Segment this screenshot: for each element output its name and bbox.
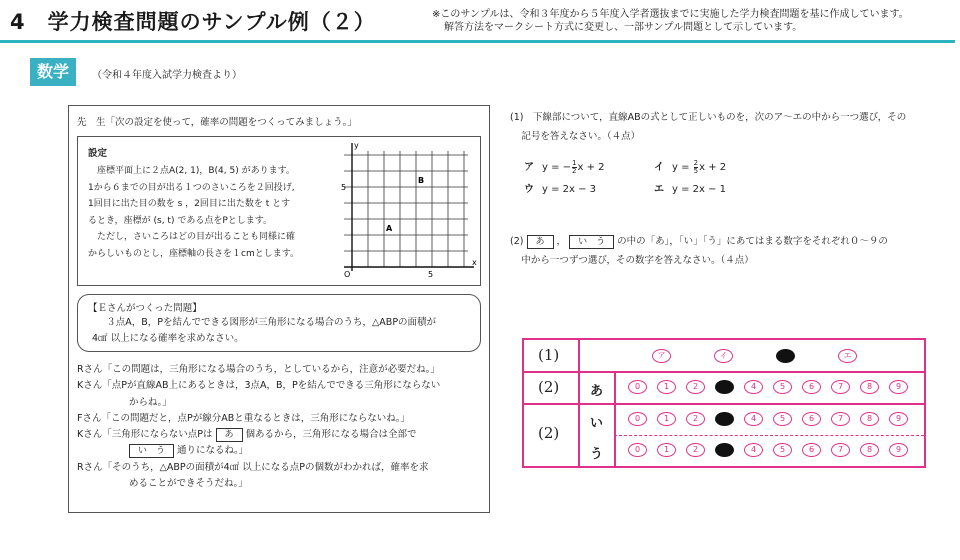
q1-bubble-0[interactable]: ア — [652, 349, 671, 363]
digit-bubble[interactable]: 5 — [773, 412, 792, 426]
digit-bubble[interactable]: 9 — [889, 380, 908, 394]
setting-text — [88, 163, 336, 262]
setting-title: 設定 — [88, 148, 108, 159]
q1-bubble-2[interactable]: ウ — [776, 349, 795, 363]
subject-source: （令和４年度入試学力検査より） — [92, 70, 242, 81]
setting-line: からしいものとし，座標軸の長さを１cmとします。 — [88, 248, 299, 259]
option-key: エ — [654, 184, 664, 195]
problem-body — [92, 315, 472, 347]
dialog — [77, 362, 487, 492]
digit-bubble[interactable]: 2 — [686, 380, 705, 394]
q1-bubble-3[interactable]: エ — [838, 349, 857, 363]
sheet-divider — [524, 403, 924, 405]
sheet-divider — [524, 371, 924, 373]
row-label-i: い — [590, 416, 604, 431]
subject-badge: 数学 — [30, 58, 76, 86]
digit-bubble[interactable]: 3 — [715, 443, 734, 457]
digit-bubble[interactable]: 8 — [860, 412, 879, 426]
problem-panel — [68, 105, 490, 513]
dialog-line: Kさん「点Pが直線AB上にあるときは，3点A，B，Pを結んでできる三角形にならない — [77, 380, 441, 392]
sheet-divider — [614, 435, 924, 436]
question-1 — [510, 108, 950, 146]
x-axis-label: x — [472, 258, 477, 267]
sheet-q2a-label: (2) — [538, 378, 560, 396]
dialog-line: Fさん「この問題だと，点Pが線分ABと重なるときは，三角形にならないね。」 — [77, 412, 410, 424]
digit-bubble[interactable]: 9 — [889, 412, 908, 426]
grid-lines — [344, 151, 468, 267]
option-i: イ y = $\frac{2}{5}$ x + 2 — [654, 158, 727, 175]
header-note-line2: 解答方法をマークシート方式に変更し、一部サンプル問題として示しています。 — [444, 22, 803, 33]
q1-bubble-1[interactable]: イ — [714, 349, 733, 363]
digit-bubble[interactable]: 4 — [744, 443, 763, 457]
setting-line: 1から６までの目が出る１つのさいころを２回投げ, — [88, 182, 295, 193]
setting-line: ただし，さいころはどの目が出ることも同様に確 — [97, 232, 296, 242]
setting-line: るとき，座標が (s, t) である点をPとします。 — [88, 215, 273, 226]
e-problem-box — [77, 294, 481, 352]
header-note — [432, 8, 909, 34]
digit-bubble[interactable]: 7 — [831, 380, 850, 394]
header-divider — [0, 40, 955, 43]
digit-bubble[interactable]: 2 — [686, 443, 705, 457]
digit-bubble[interactable]: 2 — [686, 412, 705, 426]
q2-line: (2) あ ， い う の中の「あ」，「い」「う」にあてはまる数字をそれぞれ０～９の — [510, 236, 888, 247]
digit-bubble[interactable]: 0 — [628, 412, 647, 426]
sheet-q1-label: (1) — [538, 346, 560, 364]
point-b-label: B — [418, 176, 425, 185]
digit-bubble[interactable]: 3 — [715, 412, 734, 426]
origin-label: O — [344, 270, 351, 279]
dialog-line-with-box — [77, 443, 487, 459]
dialog-line-with-box — [77, 427, 487, 443]
digit-bubble[interactable]: 8 — [860, 443, 879, 457]
row-label-a: あ — [590, 384, 604, 399]
coordinate-grid — [340, 139, 480, 285]
digit-bubble[interactable]: 3 — [715, 380, 734, 394]
fraction: $\frac{2}{5}$ — [693, 158, 699, 175]
dialog-text: Kさん「三角形にならない点Pは — [77, 429, 213, 441]
point-a-label: A — [386, 224, 393, 233]
q1-line: 記号を答えなさい。（４点） — [521, 131, 641, 142]
digit-bubble[interactable]: 1 — [657, 412, 676, 426]
digit-bubble[interactable]: 6 — [802, 412, 821, 426]
option-u: ウ y = 2x − 3 — [524, 184, 597, 195]
dialog-line: からね。」 — [129, 396, 172, 408]
fraction: $\frac{1}{2}$ — [572, 158, 577, 175]
digit-bubble[interactable]: 7 — [831, 412, 850, 426]
question-2 — [510, 232, 950, 270]
answer-sheet — [522, 338, 926, 468]
dialog-line: Rさん「この問題は，三角形になる場合のうち，としているから，注意が必要だね。」 — [77, 364, 440, 375]
page-title: 4 学力検査問題のサンプル例（２） — [10, 10, 376, 34]
digit-bubble[interactable]: 4 — [744, 380, 763, 394]
y-tick-5: 5 — [341, 183, 347, 192]
digit-bubble[interactable]: 5 — [773, 380, 792, 394]
digit-bubble[interactable]: 4 — [744, 412, 763, 426]
digit-bubble[interactable]: 0 — [628, 380, 647, 394]
dialog-line: めることができそうだね。」 — [129, 478, 248, 490]
problem-line: 4㎠ 以上になる確率を求めなさい。 — [92, 333, 244, 344]
setting-box — [77, 136, 481, 286]
option-e: エ y = 2x − 1 — [654, 184, 727, 195]
sheet-divider — [614, 372, 616, 466]
answer-box-iu: い う — [129, 444, 174, 458]
q2-box-a: あ — [527, 235, 554, 249]
header-note-line1: ※このサンプルは、令和３年度から５年度入学者選抜までに実施した学力検査問題を基に作成しています。 — [432, 9, 909, 20]
y-axis-label: y — [354, 141, 359, 150]
q2-line: 中から一つずつ選び，その数字を答えなさい。（４点） — [521, 255, 754, 266]
digit-bubble[interactable]: 6 — [802, 443, 821, 457]
option-key: ウ — [524, 184, 534, 195]
teacher-line: 先 生「次の設定を使って，確率の問題をつくってみましょう。」 — [77, 117, 357, 128]
digit-bubble[interactable]: 1 — [657, 380, 676, 394]
digit-bubble[interactable]: 5 — [773, 443, 792, 457]
problem-line: ３点A，B，Pを結んでできる図形が三角形になる場合のうち，△ABPの面積が — [106, 317, 437, 328]
digit-bubble[interactable]: 0 — [628, 443, 647, 457]
dialog-text: 通りになるね。」 — [177, 445, 249, 457]
option-a: ア y = − $\frac{1}{2}$ x + 2 — [524, 158, 605, 175]
digit-bubble[interactable]: 1 — [657, 443, 676, 457]
dialog-line: Rさん「そのうち，△ABPの面積が4㎠ 以上になる点Pの個数がわかれば，確率を求 — [77, 461, 429, 473]
digit-bubble[interactable]: 8 — [860, 380, 879, 394]
digit-bubble[interactable]: 6 — [802, 380, 821, 394]
setting-line: 1回目に出た目の数を s ，2回目に出た数を t とす — [88, 199, 291, 209]
setting-line: 座標平面上に２点A(2, 1)，B(4, 5) があります。 — [97, 166, 295, 176]
q2-box-iu: い う — [569, 235, 614, 249]
digit-bubble[interactable]: 9 — [889, 443, 908, 457]
problem-title: 【Ｅさんがつくった問題】 — [88, 303, 202, 314]
option-key: イ — [654, 162, 664, 173]
dialog-text: 個あるから，三角形になる場合は全部で — [245, 429, 417, 441]
digit-bubble[interactable]: 7 — [831, 443, 850, 457]
row-label-u: う — [590, 447, 604, 462]
x-tick-5: 5 — [428, 270, 434, 279]
q1-line: (1) 下線部について，直線ABの式として正しいものを，次のア～エの中から一つ選び，その — [510, 112, 907, 123]
sheet-q2b-label: (2) — [538, 424, 560, 442]
option-key: ア — [524, 162, 534, 173]
answer-box-a: あ — [216, 428, 243, 442]
